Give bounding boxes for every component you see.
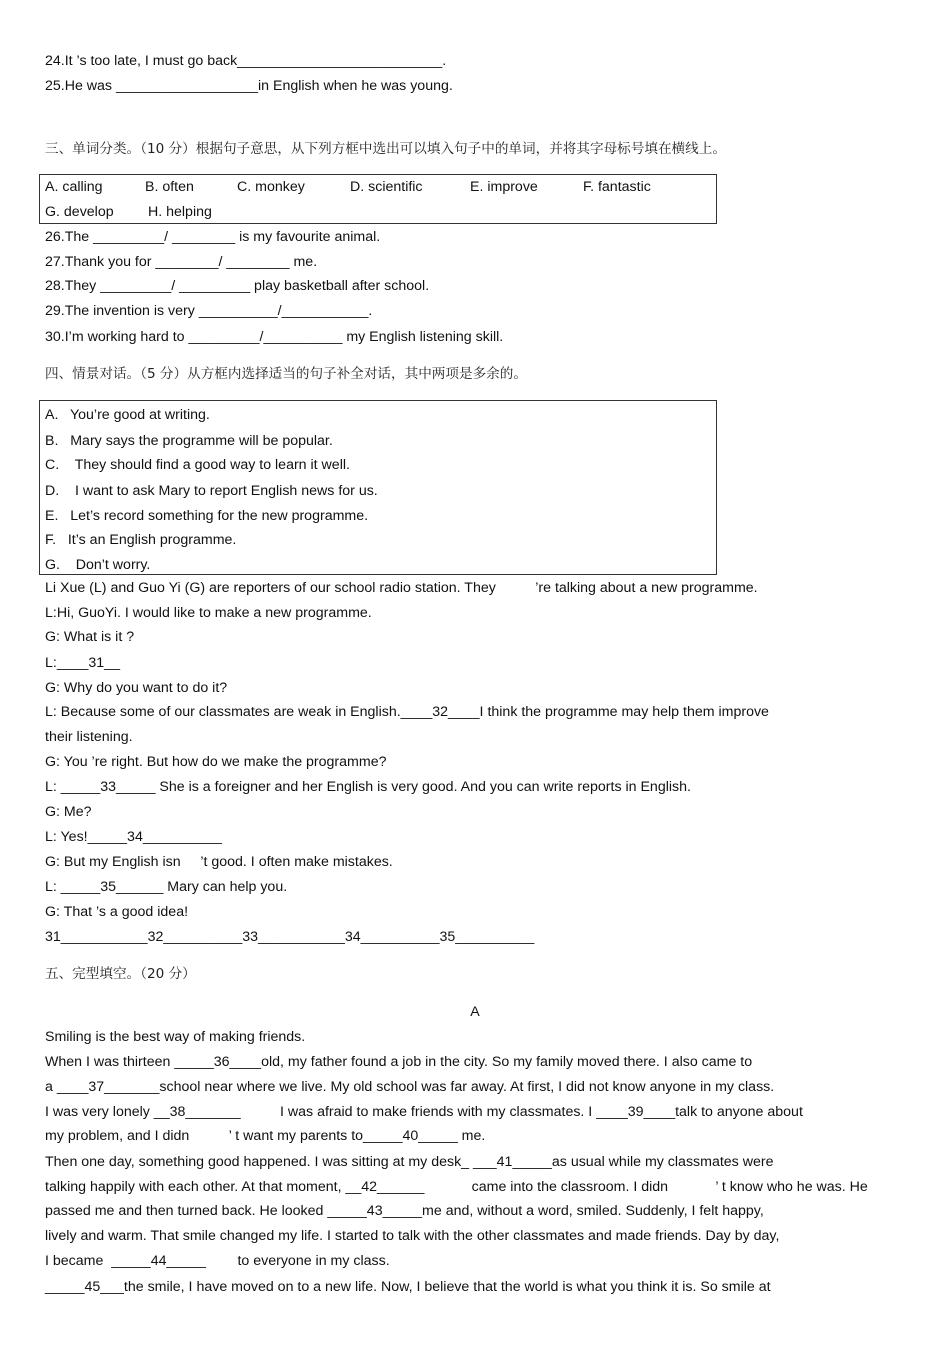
question-29: 29.The invention is very __________/___________.: [45, 303, 373, 319]
dialogue-line: their listening.: [45, 729, 133, 745]
dialogue-line: G: Why do you want to do it?: [45, 680, 228, 696]
passage-line: _____45___the smile, I have moved on to a new life. Now, I believe that the world is what you think it is. So smile at: [45, 1279, 771, 1295]
dialogue-option-a: A. You’re good at writing.: [45, 407, 210, 423]
dialogue-line: Li Xue (L) and Guo Yi (G) are reporters of our school radio station. They ’re talking about a new programme.: [45, 580, 758, 596]
option-h: H. helping: [148, 204, 212, 220]
passage-line: Then one day, something good happened. I was sitting at my desk_ ___41_____as usual while my classmates were: [45, 1154, 774, 1170]
passage-label: A: [470, 1004, 480, 1020]
dialogue-line: L: _____33_____ She is a foreigner and her English is very good. And you can write reports in English.: [45, 779, 691, 795]
dialogue-line: G: But my English isn ’t good. I often make mistakes.: [45, 854, 393, 870]
question-27: 27.Thank you for ________/ ________ me.: [45, 254, 318, 270]
question-30: 30.I’m working hard to _________/__________ my English listening skill.: [45, 329, 504, 345]
dialogue-line: L:____31__: [45, 655, 120, 671]
dialogue-option-e: E. Let’s record something for the new programme.: [45, 508, 369, 524]
option-e: E. improve: [470, 179, 538, 195]
dialogue-line: G: That ’s a good idea!: [45, 904, 189, 920]
option-b: B. often: [145, 179, 194, 195]
dialogue-line: G: What is it ?: [45, 629, 135, 645]
section3-option-box: [39, 174, 717, 224]
dialogue-line: L: Yes!_____34__________: [45, 829, 222, 845]
passage-line: my problem, and I didn ’ t want my parents to_____40_____ me.: [45, 1128, 486, 1144]
passage-line: talking happily with each other. At that moment, __42______ came into the classroom. I didn ’ t know who he was. He: [45, 1179, 868, 1195]
section5-heading: 五、完型填空。（20 分）: [45, 966, 196, 982]
dialogue-option-d: D. I want to ask Mary to report English news for us.: [45, 483, 378, 499]
passage-line: passed me and then turned back. He looked _____43_____me and, without a word, smiled. Suddenly, I felt happy,: [45, 1203, 764, 1219]
dialogue-option-f: F. It’s an English programme.: [45, 532, 237, 548]
section4-heading: 四、情景对话。（5 分）从方框内选择适当的句子补全对话，其中两项是多余的。: [45, 366, 527, 382]
passage-line: I was very lonely __38_______ I was afraid to make friends with my classmates. I ____39____talk to anyone about: [45, 1104, 803, 1120]
passage-line: I became _____44_____ to everyone in my class.: [45, 1253, 390, 1269]
dialogue-line: G: You ’re right. But how do we make the programme?: [45, 754, 387, 770]
option-d: D. scientific: [350, 179, 423, 195]
passage-line: a ____37_______school near where we live. My old school was far away. At first, I did not know anyone in my class.: [45, 1079, 775, 1095]
option-c: C. monkey: [237, 179, 305, 195]
option-g: G. develop: [45, 204, 114, 220]
dialogue-line: G: Me?: [45, 804, 92, 820]
dialogue-line: L:Hi, GuoYi. I would like to make a new programme.: [45, 605, 372, 621]
passage-line: When I was thirteen _____36____old, my father found a job in the city. So my family moved there. I also came to: [45, 1054, 753, 1070]
dialogue-option-c: C. They should find a good way to learn it well.: [45, 457, 350, 473]
option-a: A. calling: [45, 179, 103, 195]
question-26: 26.The _________/ ________ is my favourite animal.: [45, 229, 381, 245]
dialogue-option-g: G. Don’t worry.: [45, 557, 151, 573]
question-25: 25.He was __________________in English when he was young.: [45, 78, 453, 94]
section3-heading: 三、单词分类。（10 分）根据句子意思，从下列方框中选出可以填入句子中的单词，并将其字母标号填在横线上。: [45, 141, 726, 157]
answer-blanks-31-35: 31___________32__________33___________34__________35__________: [45, 929, 535, 945]
dialogue-line: L: _____35______ Mary can help you.: [45, 879, 288, 895]
question-24: 24.It ’s too late, I must go back__________________________.: [45, 53, 447, 69]
passage-line: lively and warm. That smile changed my life. I started to talk with the other classmates and made friends. Day by day,: [45, 1228, 780, 1244]
dialogue-line: L: Because some of our classmates are weak in English.____32____I think the programme may help them improve: [45, 704, 769, 720]
option-f: F. fantastic: [583, 179, 651, 195]
section4-option-box: [39, 400, 717, 575]
dialogue-option-b: B. Mary says the programme will be popular.: [45, 433, 333, 449]
question-28: 28.They _________/ _________ play basketball after school.: [45, 278, 430, 294]
passage-line: Smiling is the best way of making friends.: [45, 1029, 306, 1045]
